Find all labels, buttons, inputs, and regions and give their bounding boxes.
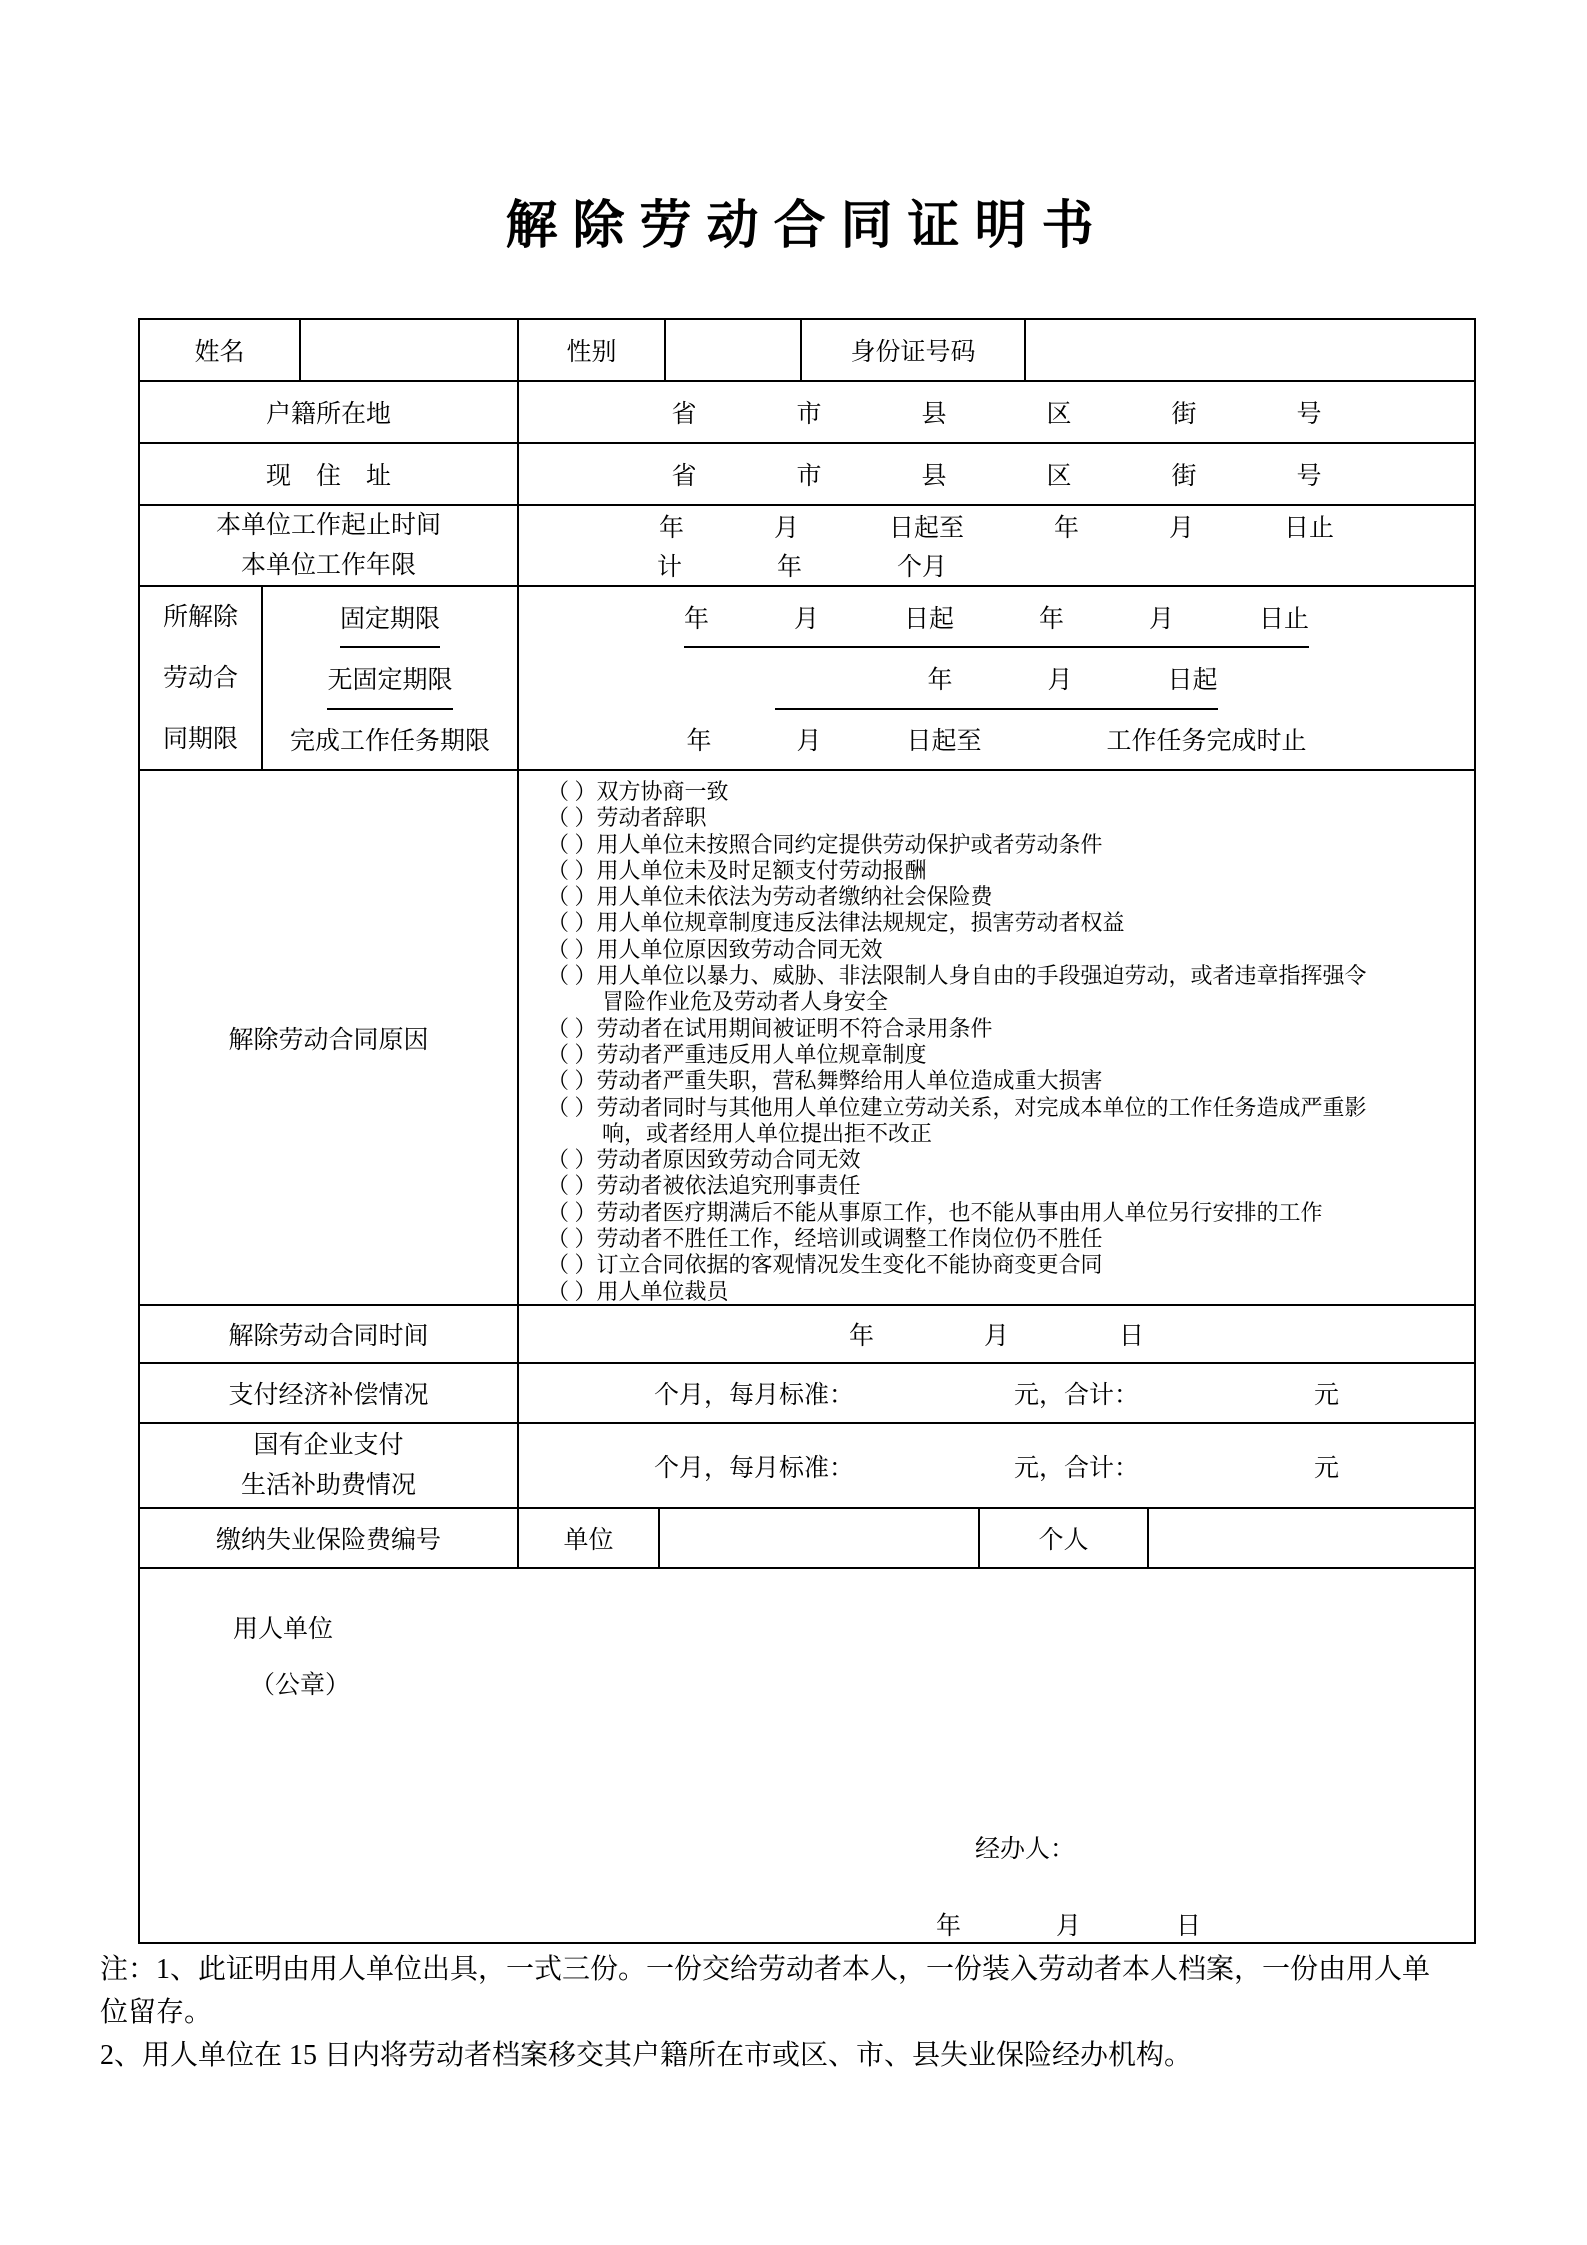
row-termination-date xyxy=(140,1306,1474,1364)
contract-period-type-column xyxy=(263,587,519,769)
termination-date-label: 解除劳动合同时间 xyxy=(140,1306,519,1362)
section-contract-period xyxy=(140,587,1474,771)
row-signature xyxy=(140,1569,1474,1942)
current-address-label: 现 住 址 xyxy=(140,444,519,504)
gender-label: 性别 xyxy=(519,320,666,380)
reason-line: （ ）用人单位以暴力、威胁、非法限制人身自由的手段强迫劳动，或者违章指挥强令 xyxy=(547,963,1367,989)
unit-number: 号 xyxy=(1296,463,1322,490)
insurance-personal-value-cell[interactable] xyxy=(1149,1509,1474,1567)
page-title: 解除劳动合同证明书 xyxy=(505,198,1109,255)
unit-county: 县 xyxy=(921,401,947,428)
unit-province: 省 xyxy=(671,463,697,490)
work-period-label: 本单位工作起止时间 本单位工作年限 xyxy=(140,506,519,585)
id-number-label: 身份证号码 xyxy=(802,320,1026,380)
reason-line: （ ）用人单位未依法为劳动者缴纳社会保险费 xyxy=(547,884,993,910)
reason-line: （ ）劳动者原因致劳动合同无效 xyxy=(547,1147,861,1173)
insurance-number-label: 缴纳失业保险费编号 xyxy=(140,1509,519,1567)
name-label: 姓名 xyxy=(140,320,301,380)
id-number-value-cell[interactable] xyxy=(1026,320,1474,380)
reason-line: （ ）用人单位原因致劳动合同无效 xyxy=(547,936,883,962)
living-subsidy-label: 国有企业支付 生活补助费情况 xyxy=(140,1424,519,1507)
footer-notes xyxy=(100,1948,1440,2077)
reason-line: （ ）劳动者辞职 xyxy=(547,805,707,831)
reason-line: （ ）劳动者不胜任工作，经培训或调整工作岗位仍不胜任 xyxy=(547,1226,1103,1252)
reason-line: （ ）劳动者严重违反用人单位规章制度 xyxy=(547,1041,927,1067)
unit-district: 区 xyxy=(1046,401,1072,428)
unit-street: 街 xyxy=(1171,463,1197,490)
living-subsidy-value-cell[interactable]: 个月，每月标准： 元，合计： 元 xyxy=(654,1454,1340,1482)
work-period-value-cell[interactable]: 年 月 日起至 年 月 日止 计 年 个月 xyxy=(657,514,1335,582)
row-insurance-number xyxy=(140,1509,1474,1569)
handler-label: 经办人： xyxy=(975,1836,1076,1863)
reason-line: （ ）订立合同依据的客观情况发生变化不能协商变更合同 xyxy=(547,1252,1103,1278)
reason-line: （ ）劳动者医疗期满后不能从事原工作，也不能从事由用人单位另行安排的工作 xyxy=(547,1199,1323,1225)
signature-cell xyxy=(140,1569,1474,1942)
unit-city: 市 xyxy=(796,401,822,428)
economic-compensation-value-cell[interactable]: 个月，每月标准： 元，合计： 元 xyxy=(654,1382,1340,1409)
note-2: 2、用人单位在 15 日内将劳动者档案移交其户籍所在市或区、市、县失业保险经办机构。 xyxy=(100,2040,1193,2071)
registered-residence-label: 户籍所在地 xyxy=(140,382,519,442)
unit-district: 区 xyxy=(1046,463,1072,490)
reason-line: （ ）双方协商一致 xyxy=(547,779,729,804)
termination-reasons-label: 解除劳动合同原因 xyxy=(140,771,519,1304)
reason-line: （ ）用人单位未按照合同约定提供劳动保护或者劳动条件 xyxy=(547,831,1103,857)
open-ended-label: 无固定期限 xyxy=(327,648,452,709)
insurance-personal-label: 个人 xyxy=(980,1509,1149,1567)
task-term-label: 完成工作任务期限 xyxy=(289,728,490,756)
fixed-term-label: 固定期限 xyxy=(340,587,440,648)
reason-line: （ ）用人单位裁员 xyxy=(547,1278,729,1304)
official-seal-label: （公章） xyxy=(250,1672,351,1699)
task-term-value-cell[interactable]: 年 月 日起至 工作任务完成时止 xyxy=(686,728,1307,756)
economic-compensation-label: 支付经济补偿情况 xyxy=(140,1364,519,1422)
row-registered-residence xyxy=(140,382,1474,444)
insurance-unit-label: 单位 xyxy=(519,1509,660,1567)
unit-city: 市 xyxy=(796,463,822,490)
termination-reasons-list xyxy=(519,771,1474,1304)
unit-number: 号 xyxy=(1296,401,1322,428)
form-table xyxy=(138,318,1476,1944)
signature-date: 年 月 日 xyxy=(936,1913,1202,1940)
note-1: 注：1、此证明由用人单位出具，一式三份。一份交给劳动者本人，一份装入劳动者本人档案，一份由用人单位留存。 xyxy=(100,1954,1431,2028)
insurance-unit-value-cell[interactable] xyxy=(660,1509,980,1567)
unit-street: 街 xyxy=(1171,401,1197,428)
reason-line: （ ）劳动者严重失职，营私舞弊给用人单位造成重大损害 xyxy=(547,1068,1103,1094)
row-economic-compensation xyxy=(140,1364,1474,1424)
reason-line: （ ）劳动者被依法追究刑事责任 xyxy=(547,1173,861,1199)
unit-province: 省 xyxy=(671,401,697,428)
reason-line: （ ）用人单位规章制度违反法律法规规定，损害劳动者权益 xyxy=(547,910,1125,936)
row-living-subsidy xyxy=(140,1424,1474,1509)
fixed-term-value-cell[interactable]: 年 月 日起 年 月 日止 xyxy=(684,587,1309,648)
registered-residence-value-cell[interactable] xyxy=(519,382,1474,442)
termination-date-value-cell[interactable]: 年 月 日 xyxy=(848,1323,1145,1350)
employer-label: 用人单位 xyxy=(233,1616,334,1643)
unit-county: 县 xyxy=(921,463,947,490)
open-ended-value-cell[interactable]: 年 月 日起 xyxy=(775,648,1217,709)
contract-period-vertical-label: 所解除 劳动合 同期限 xyxy=(140,587,263,769)
gender-value-cell[interactable] xyxy=(666,320,802,380)
row-basic-info xyxy=(140,320,1474,382)
row-work-period xyxy=(140,506,1474,587)
row-current-address xyxy=(140,444,1474,506)
name-value-cell[interactable] xyxy=(301,320,519,380)
reason-line: （ ）用人单位未及时足额支付劳动报酬 xyxy=(547,857,927,883)
current-address-value-cell[interactable] xyxy=(519,444,1474,504)
reason-line: （ ）劳动者在试用期间被证明不符合录用条件 xyxy=(547,1015,993,1041)
reason-line: （ ）劳动者同时与其他用人单位建立劳动关系，对完成本单位的工作任务造成严重影 xyxy=(547,1094,1367,1120)
contract-period-value-column xyxy=(519,587,1474,769)
reason-line-continuation: 响，或者经用人单位提出拒不改正 xyxy=(602,1120,933,1146)
reason-line-continuation: 冒险作业危及劳动者人身安全 xyxy=(602,989,889,1015)
row-termination-reasons xyxy=(140,771,1474,1306)
